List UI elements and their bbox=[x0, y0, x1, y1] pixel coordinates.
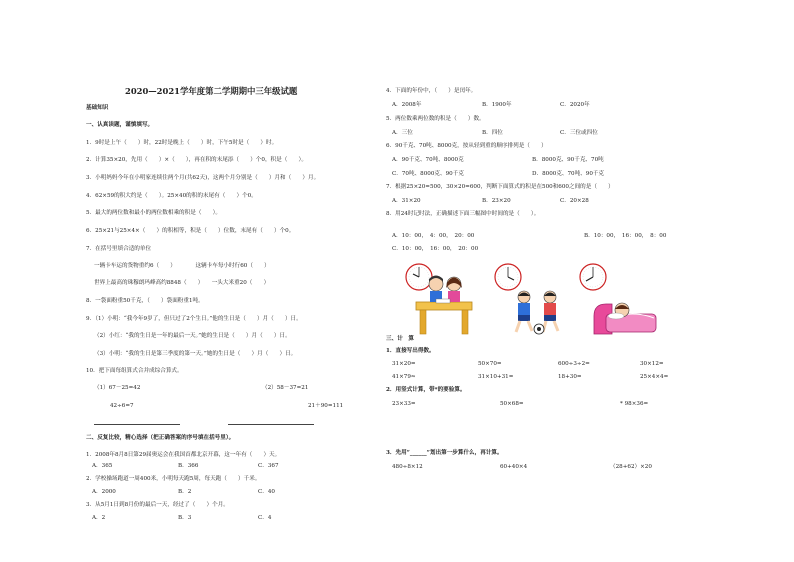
question-7: 7．在括号里填合适的单位 bbox=[86, 246, 152, 252]
clock-3-icon bbox=[578, 262, 608, 292]
question-9-2: （2）小红：“我的生日是一年的最后一天。”她的生日是（ ）月（ ）日。 bbox=[94, 333, 291, 339]
choice-3-option-b: B．3 bbox=[178, 515, 192, 521]
choice-8-option-c: C．10：00， 16：00， 20：00 bbox=[392, 246, 479, 252]
choice-5: 5．两位数乘两位数的积是（ ）数。 bbox=[386, 116, 485, 122]
choice-4-option-b: B．1900年 bbox=[482, 102, 512, 108]
choice-1-option-a: A．365 bbox=[92, 463, 113, 469]
question-1: 1．9时是上午（ ）时，22时是晚上（ ）时，下午5时是（ ）时。 bbox=[86, 140, 278, 146]
question-7-line-1: 一辆卡车运的货物重约6（ ） 这辆卡车每小时行60（ ） bbox=[94, 263, 270, 269]
choice-5-option-a: A．三位 bbox=[392, 130, 413, 136]
calc-part-3-heading: 3．先用“______”划出第一步算什么，再计算。 bbox=[386, 450, 503, 456]
choice-3-option-a: A．2 bbox=[92, 515, 106, 521]
choice-7-option-c: C．20×28 bbox=[560, 198, 589, 204]
vertical-calc-1: 23×33= bbox=[392, 401, 416, 407]
choice-6-option-d: D．8000克、70吨、90千克 bbox=[532, 171, 605, 177]
choice-4-option-a: A．2008年 bbox=[392, 102, 422, 108]
choice-6-option-b: B．8000克、90千克、70吨 bbox=[532, 157, 604, 163]
vertical-calc-2: 50×68= bbox=[500, 401, 524, 407]
choice-6-option-c: C．70吨、8000克、90千克 bbox=[392, 171, 464, 177]
section3-heading: 三、计 算 bbox=[386, 336, 414, 342]
calc-1-2: 50×70= bbox=[478, 361, 502, 367]
question-3: 3．小明妈妈今年在小明家连续住两个月(共62天)，这两个月分别是（ ）月和（ ）月。 bbox=[86, 175, 320, 181]
calc-1-1: 31×20= bbox=[392, 361, 416, 367]
choice-7-option-b: B．23×20 bbox=[482, 198, 511, 204]
boys-football-illustration bbox=[510, 290, 572, 336]
answer-line-2 bbox=[228, 424, 314, 425]
clock-2-icon bbox=[493, 262, 523, 292]
section1-heading: 一、认真读题，谨慎填写。 bbox=[86, 122, 154, 128]
group1-expr-2: 42÷6=7 bbox=[110, 403, 134, 409]
group1-expr-1: （1）67－25=42 bbox=[94, 385, 141, 391]
question-9-1: 9．（1）小明：“我今年9岁了，但只过了2个生日。”他的生日是（ ）月（ ）日。 bbox=[86, 316, 302, 322]
choice-4-option-c: C．2020年 bbox=[560, 102, 590, 108]
calc-1-3: 600÷3÷2= bbox=[558, 361, 590, 367]
choice-8: 8．用24时记时法，正确描述下面三幅图中时间的是（ ）。 bbox=[386, 211, 540, 217]
question-10: 10．把下面每组算式合并成综合算式。 bbox=[86, 368, 183, 374]
answer-line-1 bbox=[94, 424, 180, 425]
choice-6: 6．90千克、70吨、8000克，按从轻到重的顺序排列是（ ） bbox=[386, 143, 547, 149]
vertical-calc-3: * 98×36= bbox=[620, 401, 649, 407]
calc-1-4: 30×12= bbox=[640, 361, 664, 367]
choice-8-option-b: B．10：00， 16：00， 8：00 bbox=[584, 233, 667, 239]
section2-heading: 二、反复比较，精心选择（把正确答案的序号填在括号里）。 bbox=[86, 435, 235, 441]
question-4: 4．62×59的积大约是（ ）。25×40的积的末尾有（ ）个0。 bbox=[86, 193, 257, 199]
step-calc-2: 60+40×4 bbox=[500, 464, 528, 470]
choice-5-option-b: B．四位 bbox=[482, 130, 503, 136]
choice-3-option-c: C．4 bbox=[258, 515, 272, 521]
question-5: 5．最大的两位数和最小的两位数相乘的积是（ ）。 bbox=[86, 210, 222, 216]
child-sleeping-illustration bbox=[592, 296, 658, 336]
choice-2-option-a: A．2000 bbox=[92, 489, 116, 495]
choice-7-option-a: A．31×20 bbox=[392, 198, 421, 204]
choice-1-option-b: B．366 bbox=[178, 463, 199, 469]
calc-part-2-heading: 2．用竖式计算，带*的要验算。 bbox=[386, 387, 466, 393]
choice-3: 3．从5月1日到8月份的最后一天，经过了（ ）个月。 bbox=[86, 502, 229, 508]
calc-part-1-heading: 1．直接写出得数。 bbox=[386, 348, 435, 354]
question-8: 8．一袋面粉重50千克，（ ）袋面粉重1吨。 bbox=[86, 298, 204, 304]
calc-2-1: 41×79≈ bbox=[392, 374, 416, 380]
group2-expr-1: （2）58－37=21 bbox=[262, 385, 309, 391]
choice-1: 1．2008年8月8日第29届奥运会在我国首都北京开幕，这一年有（ ）天。 bbox=[86, 452, 281, 458]
choice-4: 4．下面的年份中，（ ）是闰年。 bbox=[386, 88, 477, 94]
step-calc-1: 480÷8×12 bbox=[392, 464, 423, 470]
group2-expr-2: 21＋90=111 bbox=[308, 403, 344, 409]
question-9-3: （3）小明：“我的生日是第三季度的第一天。”她的生日是（ ）月（ ）日。 bbox=[94, 351, 297, 357]
calc-2-4: 25×4×4= bbox=[640, 374, 669, 380]
choice-8-option-a: A．10：00， 4：00， 20：00 bbox=[392, 233, 475, 239]
choice-2-option-b: B．2 bbox=[178, 489, 192, 495]
choice-2: 2．学校操场跑道一周400米，小明每天跑5周，每天跑（ ）千米。 bbox=[86, 476, 261, 482]
basic-heading: 基础知识 bbox=[86, 105, 109, 111]
question-6: 6．25×21与25×4×（ ）的积相等，积是（ ）位数，末尾有（ ）个0。 bbox=[86, 228, 295, 234]
choice-2-option-c: C．40 bbox=[258, 489, 275, 495]
page-title: 2020—2021学年度第二学期期中三年级试题 bbox=[125, 86, 298, 96]
calc-2-3: 18+30= bbox=[558, 374, 582, 380]
question-7-line-2: 世界上最高的珠穆朗玛峰高约8848（ ） 一头大米重20（ ） bbox=[94, 280, 270, 286]
children-studying-illustration bbox=[410, 272, 478, 338]
choice-7: 7．根据25×20=500，30×20=600，判断下面算式的积是在500和600之间的是（ ） bbox=[386, 184, 614, 190]
question-2: 2．计算35×20，先用（ ）×（ ），再在积的末尾添（ ）个0，积是（ ）。 bbox=[86, 157, 307, 163]
choice-6-option-a: A．90千克、70吨、8000克 bbox=[392, 157, 464, 163]
step-calc-3: （28+62）×20 bbox=[610, 464, 652, 470]
choice-5-option-c: C．三位或四位 bbox=[560, 130, 598, 136]
calc-2-2: 31×10+31= bbox=[478, 374, 514, 380]
choice-1-option-c: C．367 bbox=[258, 463, 279, 469]
